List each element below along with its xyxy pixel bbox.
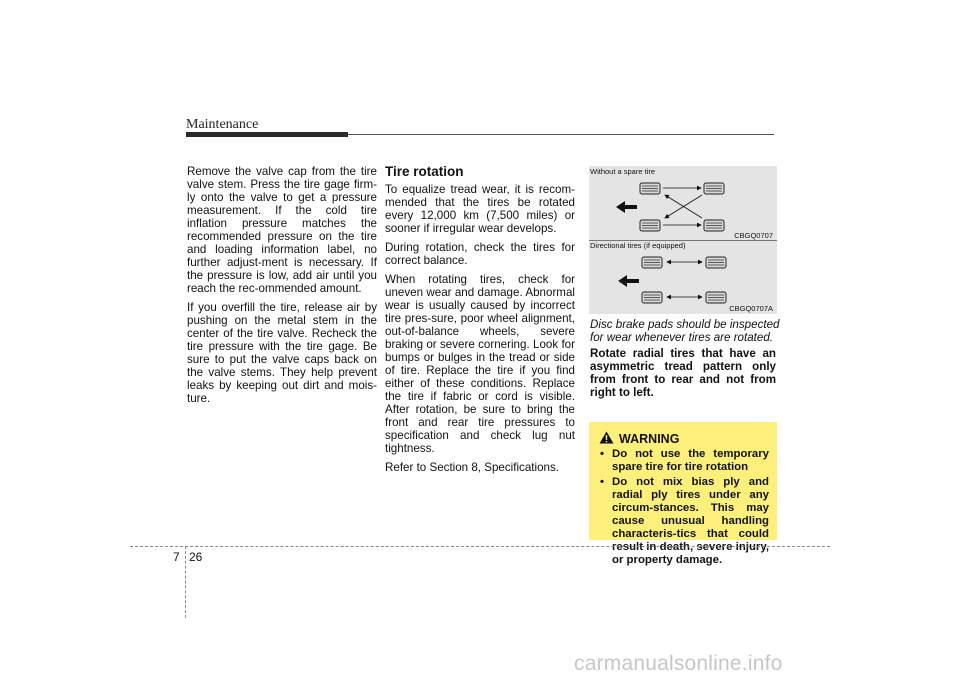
paragraph: Remove the valve cap from the tire valve stem. Press the tire gage firm-ly onto the valve to get a pressure measurement. If the cold tire inflation pressure matches the recommended pressure on the tire and loading information label, no further adjust-ment is necessary. If the pressure is low, add air until you reach the rec-ommended amount. [187, 165, 377, 295]
warning-item [599, 476, 769, 567]
warning-title: WARNING [619, 432, 680, 446]
front-arrow-icon [616, 201, 637, 213]
footer-divider [185, 546, 186, 618]
paragraph: If you overfill the tire, release air by pushing on the metal stem in the center of the tire valve. Recheck the tire pressure with the tire gage. Be sure to put the valve caps back on the valve stems. They help prevent leaks by keeping out dirt and mois-ture. [187, 301, 377, 405]
rotation-note: Rotate radial tires that have an asymmetric tread pattern only from front to rear and not from right to left. [590, 347, 776, 399]
warning-item-text: Do not mix bias ply and radial ply tires under any circum-stances. This may cause unusual handling characteris-tics that could result in death, severe injury, or property damage. [612, 476, 769, 566]
figure-caption: Disc brake pads should be inspected for wear whenever tires are rotated. [590, 318, 780, 344]
tire-icon [704, 183, 724, 194]
chapter-number: 7 [173, 550, 180, 564]
warning-item-text: Do not use the temporary spare tire for tire rotation [612, 448, 769, 473]
warning-item [599, 448, 769, 474]
tire-rotation-heading: Tire rotation [385, 164, 464, 179]
paragraph: To equalize tread wear, it is recom-mended that the tires be rotated every 12,000 km (7,500 miles) or sooner if irregular wear develops. [385, 183, 575, 235]
header-rule-accent [186, 132, 348, 137]
figure-code: CBGQ0707A [729, 304, 773, 313]
page-number: 26 [189, 550, 203, 564]
bullet-icon: • [600, 476, 604, 488]
tire-icon [704, 220, 724, 231]
front-arrow-icon [618, 275, 639, 287]
tire-icon [640, 220, 660, 231]
column-middle [385, 165, 575, 480]
column-left [187, 165, 377, 411]
tire-icon [642, 292, 662, 303]
tire-rotation-diagram [589, 166, 777, 314]
warning-triangle-icon [599, 431, 614, 444]
paragraph: During rotation, check the tires for correct balance. [385, 241, 575, 267]
tire-icon [640, 183, 660, 194]
tire-icon [706, 257, 726, 268]
diagram-caption: Directional tires (if equipped) [590, 241, 686, 250]
paragraph: When rotating tires, check for uneven wear and damage. Abnormal wear is usually caused by incorrect tire pres-sure, poor wheel alignment, out-of-balance wheels, severe braking or severe cornering. Look for bumps or bulges in the tread or side of tire. Replace the tire if you find either of these conditions. Replace the tire if fabric or cord is visible. After rotation, be sure to bring the front and rear tire pressures to specification and check lug nut tightness. [385, 273, 575, 455]
section-title: Maintenance [186, 117, 259, 132]
figure-code: CBGQ0707 [734, 231, 773, 240]
bullet-icon: • [600, 448, 604, 460]
tire-icon [642, 257, 662, 268]
diagram-caption: Without a spare tire [590, 167, 656, 176]
watermark: carmanualsonline.info [574, 652, 783, 675]
tire-icon [706, 292, 726, 303]
paragraph: Refer to Section 8, Specifications. [385, 461, 559, 474]
warning-box [589, 422, 777, 566]
warning-list [599, 448, 769, 569]
footer-rule [130, 546, 830, 547]
